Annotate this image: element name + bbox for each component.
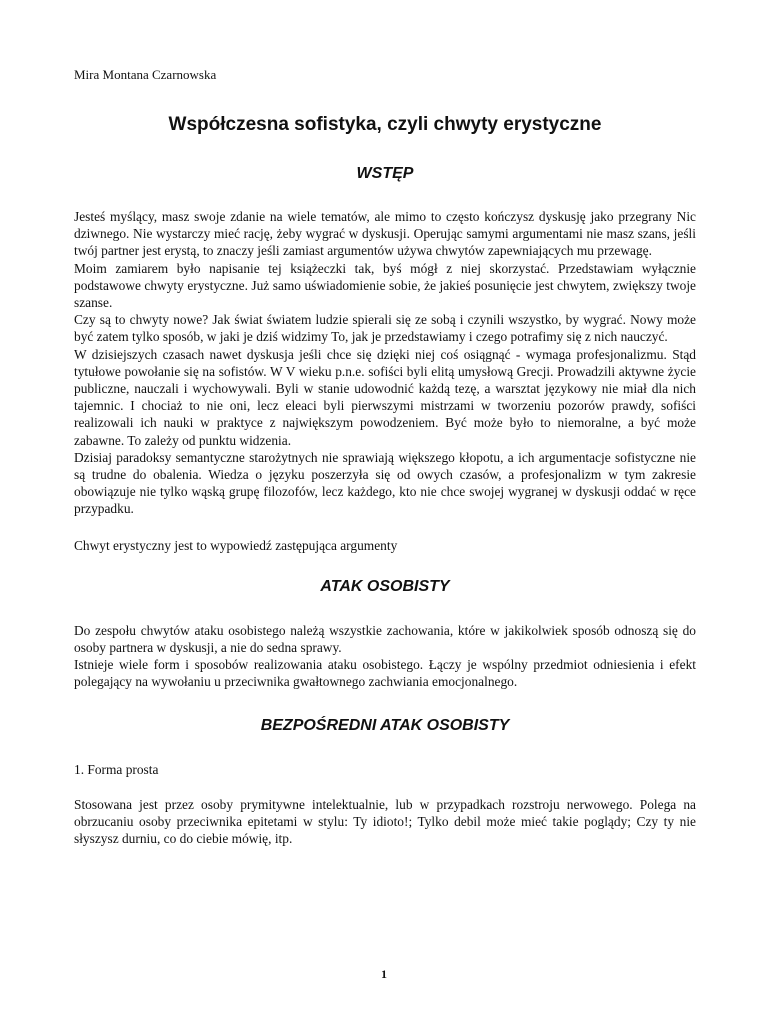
subsection-heading-forma-prosta: 1. Forma prosta: [74, 761, 159, 777]
paragraph: Dzisiaj paradoksy semantyczne starożytnych nie sprawiają większego kłopotu, a ich argumentacje sofistyczne nie są trudne do obalenia. Wiedza o języku poszerzyła się od owych czasów, a profesjonalizm w tym zakresie obowiązuje nie tylko wąską grupę filozofów, lecz każdego, kto nie chce swojej wygranej w dyskusji oddać w ręce przypadku.: [74, 449, 696, 517]
author-name: Mira Montana Czarnowska: [74, 67, 217, 82]
paragraph: Moim zamiarem było napisanie tej książeczki tak, byś mógł z niej skorzystać. Przedstawiam wyłącznie podstawowe chwyty erystyczne. Już samo uświadomienie sobie, że jakieś posunięcie jest chwytem, zwiększy twoje szanse.: [74, 260, 696, 311]
document-page: [74, 66, 696, 847]
section-body-atak-osobisty: [74, 622, 696, 691]
paragraph: Istnieje wiele form i sposobów realizowania ataku osobistego. Łączy je wspólny przedmiot odniesienia i efekt polegający na wywołaniu u przeciwnika gwałtownego zachwiania emocjonalnego.: [74, 657, 696, 690]
section-heading-wstep: WSTĘP: [356, 165, 414, 182]
section-body-wstep: [74, 208, 696, 518]
page-number: 1: [381, 967, 387, 981]
paragraph: Do zespołu chwytów ataku osobistego należą wszystkie zachowania, które w jakikolwiek sposób odnoszą się do osoby partnera w dyskusji, a nie do sedna sprawy.: [74, 622, 696, 656]
paragraph: Stosowana jest przez osoby prymitywne intelektualnie, lub w przypadkach rozstroju nerwowego. Polega na obrzucaniu osoby przeciwnika epitetami w stylu: Ty idioto!; Tylko debil może mieć takie poglądy; Czy ty nie słyszysz durniu, co do ciebie mówię, itp.: [74, 796, 696, 847]
section-heading-atak-osobisty: ATAK OSOBISTY: [320, 577, 450, 595]
paragraph: W dzisiejszych czasach nawet dyskusja jeśli chce się dzięki niej coś osiągnąć - wymaga profesjonalizmu. Stąd tytułowe powołanie się na sofistów. W V wieku p.n.e. sofiści byli elitą umysłową Grecji. Prowadzili aktywne życie publiczne, nauczali i wychowywali. Byli w stanie udowodnić każdą tezę, a warsztat językowy nie miał dla nich tajemnic. I chociaż to nie oni, lecz eleaci byli pierwszymi mistrzami w tworzeniu pozorów prawdy, sofiści realizowali ich nauki w praktyce z największym powodzeniem. Być może było to niemoralne, a być może zabawne. To zależy od punktu widzenia.: [74, 346, 696, 448]
paragraph: Czy są to chwyty nowe? Jak świat światem ludzie spierali się ze sobą i czynili wszystko, by wygrać. Nowy może być zatem tylko sposób, w jaki je dziś widzimy To, jak je przedstawiamy i czego potrafimy się z nich nauczyć.: [74, 312, 696, 345]
document-title: Współczesna sofistyka, czyli chwyty erystyczne: [168, 114, 602, 135]
section-heading-bezposredni: BEZPOŚREDNI ATAK OSOBISTY: [260, 716, 510, 734]
definition-sentence: Chwyt erystyczny jest to wypowiedź zastępująca argumenty: [74, 537, 398, 553]
paragraph: Jesteś myślący, masz swoje zdanie na wiele tematów, ale mimo to często kończysz dyskusję jako przegrany Nic dziwnego. Nie wystarczy mieć rację, żeby wygrać w dyskusji. Operując samymi argumentami nie masz szans, jeśli twój partner jest erystą, to znaczy jeśli zamiast argumentów używa chwytów zapewniających mu przewagę.: [74, 209, 696, 259]
